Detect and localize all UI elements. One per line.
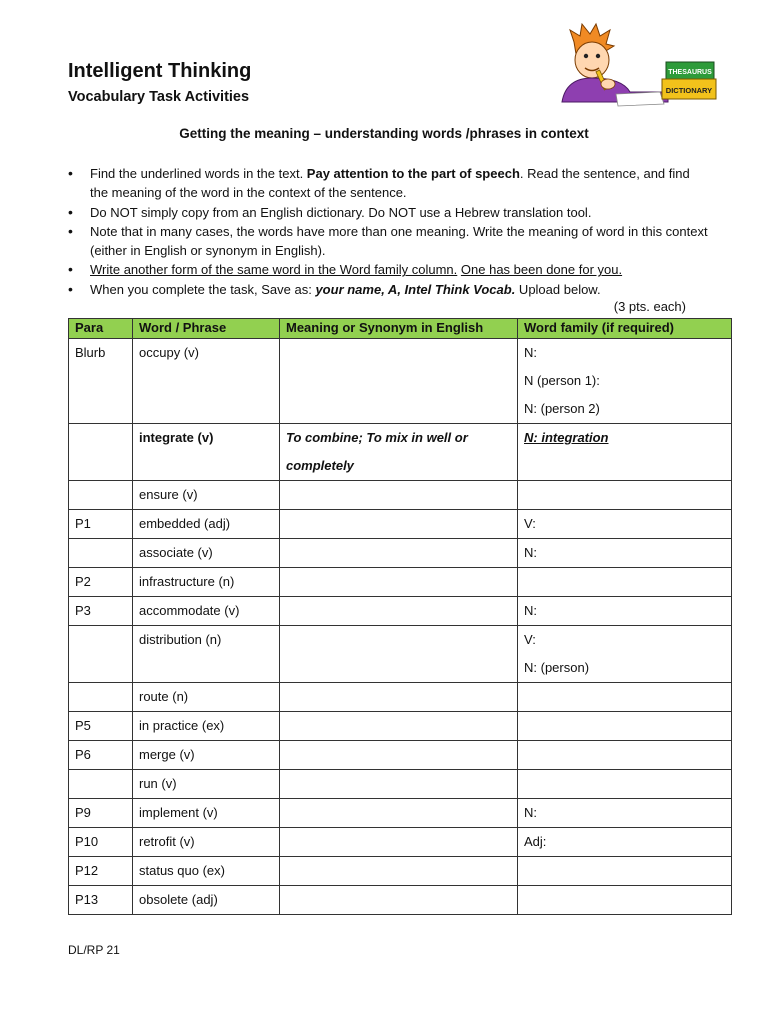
family-cell[interactable]: [518, 683, 732, 712]
family-cell[interactable]: V: N: (person): [518, 626, 732, 683]
word-cell: in practice (ex): [133, 712, 280, 741]
word-cell: merge (v): [133, 741, 280, 770]
family-cell[interactable]: N:: [518, 597, 732, 626]
para-cell: Blurb: [69, 339, 133, 424]
meaning-cell[interactable]: [280, 828, 518, 857]
meaning-cell[interactable]: [280, 339, 518, 424]
para-cell: P10: [69, 828, 133, 857]
meaning-cell[interactable]: [280, 712, 518, 741]
family-cell: N: integration: [518, 424, 732, 481]
word-cell: status quo (ex): [133, 857, 280, 886]
table-header-row: [69, 319, 732, 339]
meaning-cell[interactable]: [280, 481, 518, 510]
para-cell: [69, 539, 133, 568]
word-cell: retrofit (v): [133, 828, 280, 857]
table-row: [69, 597, 732, 626]
word-cell: accommodate (v): [133, 597, 280, 626]
meaning-cell[interactable]: [280, 568, 518, 597]
thesaurus-book-label: THESAURUS: [668, 69, 712, 76]
word-cell: occupy (v): [133, 339, 280, 424]
table-row: [69, 799, 732, 828]
column-header-word: Word / Phrase: [133, 319, 280, 339]
table-row: [69, 683, 732, 712]
points-note: (3 pts. each): [613, 299, 686, 314]
table-row: [69, 424, 732, 481]
para-cell: P9: [69, 799, 133, 828]
para-cell: P13: [69, 886, 133, 915]
column-header-family: Word family (if required): [518, 319, 732, 339]
meaning-cell[interactable]: [280, 510, 518, 539]
column-header-meaning: Meaning or Synonym in English: [280, 319, 518, 339]
word-cell: integrate (v): [133, 424, 280, 481]
meaning-cell[interactable]: [280, 626, 518, 683]
table-row: [69, 339, 732, 424]
meaning-cell[interactable]: [280, 799, 518, 828]
instruction-item: • Do NOT simply copy from an English dictionary. Do NOT use a Hebrew translation tool.: [68, 203, 708, 222]
task-heading: Getting the meaning – understanding words /phrases in context: [179, 126, 589, 141]
meaning-cell[interactable]: [280, 857, 518, 886]
page-title: Intelligent Thinking: [68, 60, 252, 82]
student-dictionary-clipart: [556, 22, 742, 110]
word-cell: associate (v): [133, 539, 280, 568]
meaning-cell[interactable]: [280, 770, 518, 799]
dictionary-book-label: DICTIONARY: [665, 86, 713, 95]
footer-code: DL/RP 21: [68, 943, 120, 957]
meaning-cell: To combine; To mix in well or completely: [280, 424, 518, 481]
word-cell: embedded (adj): [133, 510, 280, 539]
meaning-cell[interactable]: [280, 683, 518, 712]
instruction-item: • Find the underlined words in the text. Pay attention to the part of speech. Read the sentence, and find the meaning of the word in the context of the sentence.: [68, 164, 708, 203]
table-row: [69, 828, 732, 857]
table-row: [69, 626, 732, 683]
word-cell: run (v): [133, 770, 280, 799]
word-cell: infrastructure (n): [133, 568, 280, 597]
family-cell[interactable]: N:: [518, 539, 732, 568]
para-cell: P1: [69, 510, 133, 539]
para-cell: [69, 770, 133, 799]
family-cell[interactable]: [518, 568, 732, 597]
word-cell: implement (v): [133, 799, 280, 828]
para-cell: P12: [69, 857, 133, 886]
table-row: [69, 568, 732, 597]
family-cell[interactable]: [518, 886, 732, 915]
word-cell: distribution (n): [133, 626, 280, 683]
word-cell: route (n): [133, 683, 280, 712]
meaning-cell[interactable]: [280, 539, 518, 568]
column-header-para: Para: [69, 319, 133, 339]
table-row: [69, 712, 732, 741]
family-cell[interactable]: Adj:: [518, 828, 732, 857]
para-cell: [69, 683, 133, 712]
family-cell[interactable]: [518, 770, 732, 799]
family-cell[interactable]: V:: [518, 510, 732, 539]
para-cell: P3: [69, 597, 133, 626]
family-cell[interactable]: [518, 857, 732, 886]
para-cell: [69, 424, 133, 481]
word-cell: obsolete (adj): [133, 886, 280, 915]
table-row: [69, 481, 732, 510]
meaning-cell[interactable]: [280, 886, 518, 915]
para-cell: P5: [69, 712, 133, 741]
table-row: [69, 510, 732, 539]
table-row: [69, 886, 732, 915]
family-cell[interactable]: N:: [518, 799, 732, 828]
word-cell: ensure (v): [133, 481, 280, 510]
family-cell[interactable]: [518, 741, 732, 770]
table-row: [69, 770, 732, 799]
family-cell[interactable]: N: N (person 1): N: (person 2): [518, 339, 732, 424]
instructions-list: [68, 164, 708, 299]
table-row: [69, 857, 732, 886]
table-row: [69, 539, 732, 568]
meaning-cell[interactable]: [280, 597, 518, 626]
para-cell: P2: [69, 568, 133, 597]
instruction-item: • Note that in many cases, the words have more than one meaning. Write the meaning of word in this context (either in English or synonym in English).: [68, 222, 708, 261]
para-cell: P6: [69, 741, 133, 770]
vocabulary-table: [68, 318, 732, 915]
meaning-cell[interactable]: [280, 741, 518, 770]
table-row: [69, 741, 732, 770]
para-cell: [69, 626, 133, 683]
para-cell: [69, 481, 133, 510]
instruction-item: • Write another form of the same word in the Word family column. One has been done for you.: [68, 260, 708, 279]
family-cell[interactable]: [518, 712, 732, 741]
family-cell[interactable]: [518, 481, 732, 510]
page-subtitle: Vocabulary Task Activities: [68, 89, 250, 105]
instruction-item: • When you complete the task, Save as: your name, A, Intel Think Vocab. Upload below.: [68, 280, 708, 299]
